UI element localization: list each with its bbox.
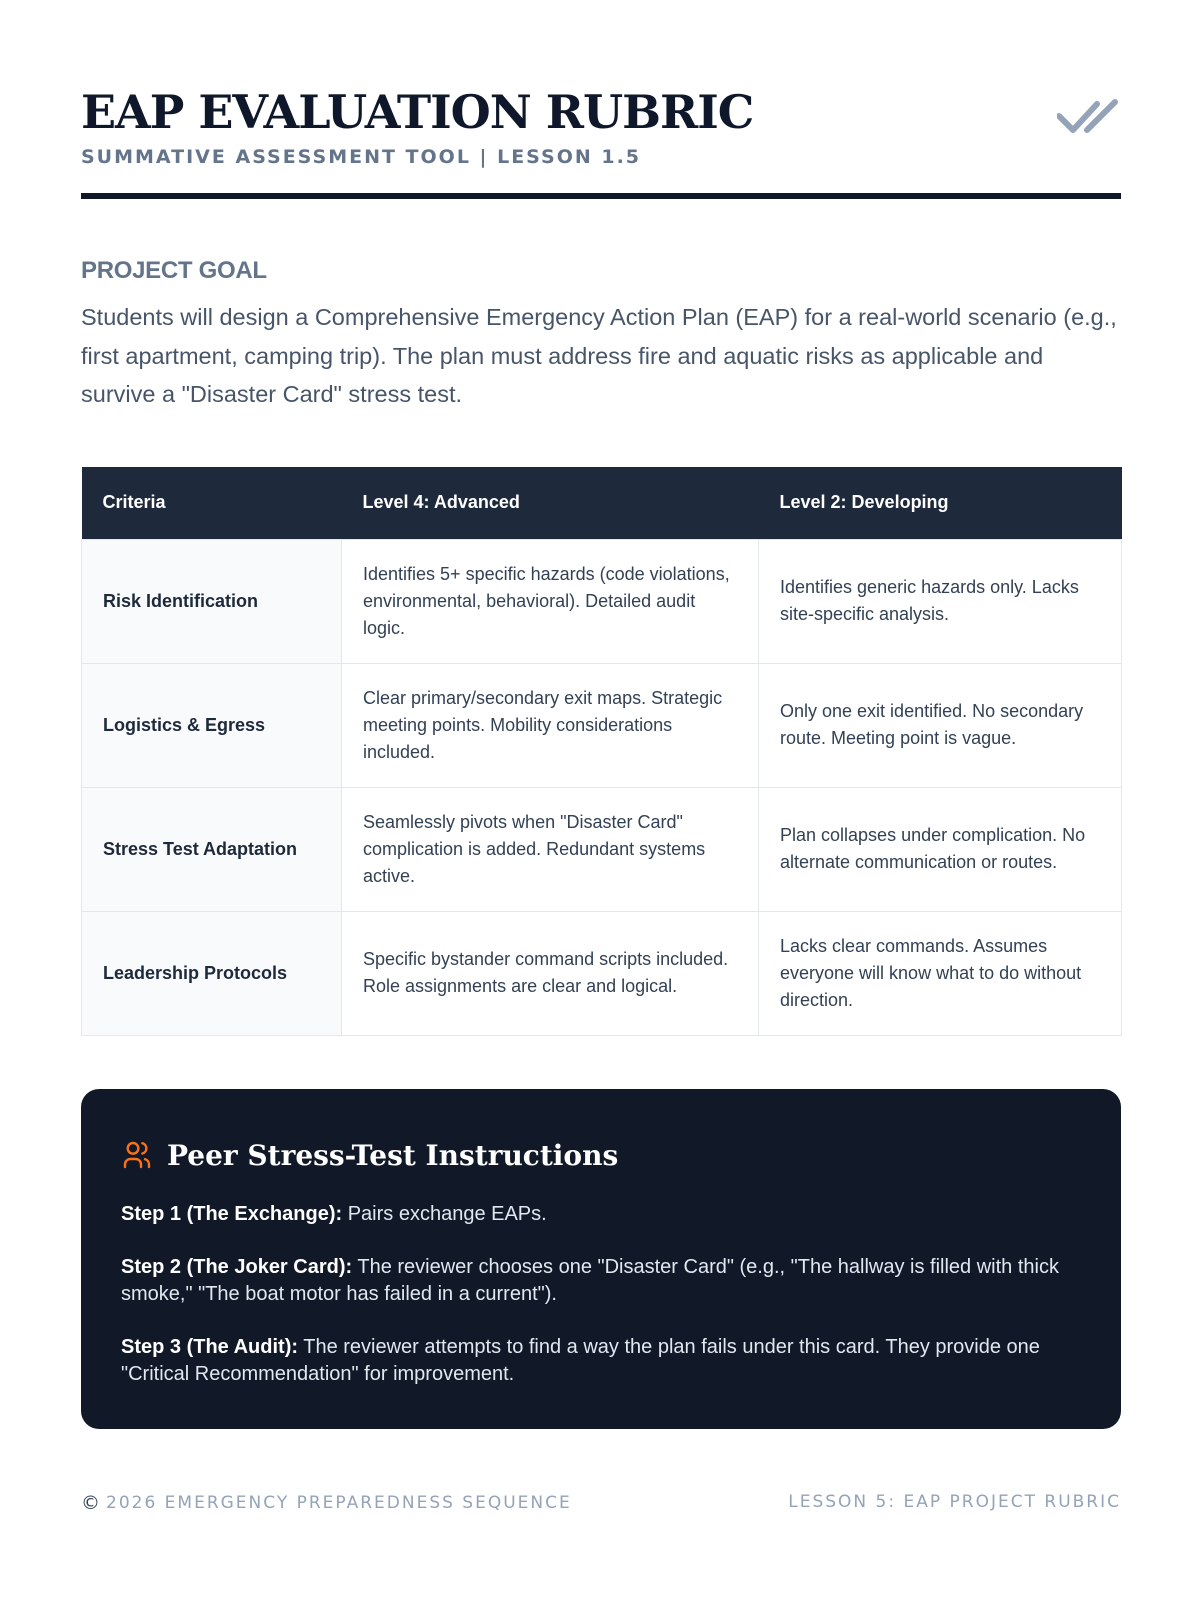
copyright-icon: © [81, 1492, 100, 1514]
table-row [82, 911, 1122, 1035]
step-label: Step 2 (The Joker Card): [121, 1256, 353, 1278]
steps-list [121, 1201, 1081, 1414]
column-header-developing: Level 2: Developing [759, 467, 1122, 539]
step-item [121, 1201, 1081, 1228]
peer-title-row [121, 1135, 618, 1175]
header [81, 82, 1121, 202]
step-label: Step 1 (The Exchange): [121, 1203, 343, 1225]
peer-instructions-panel [81, 1089, 1121, 1429]
table-row [82, 539, 1122, 663]
step-text: The reviewer attempts to find a way the plan fails under this card. They provide one "Critical Recommendation" for improvement. [121, 1336, 1040, 1385]
table-row [82, 663, 1122, 787]
goal-text: Students will design a Comprehensive Emergency Action Plan (EAP) for a real-world scenario (e.g., first apartment, camping trip). The plan must address fire and aquatic risks as applicable and survive a "Disaster Card" stress test. [81, 304, 1117, 407]
users-icon [121, 1139, 153, 1171]
goal-heading: PROJECT GOAL [81, 257, 267, 284]
step-text: Pairs exchange EAPs. [342, 1203, 547, 1225]
column-header-criteria: Criteria [82, 467, 342, 539]
criteria-cell: Leadership Protocols [82, 911, 342, 1035]
criteria-cell: Risk Identification [82, 539, 342, 663]
rubric-table [81, 467, 1122, 1036]
developing-cell: Only one exit identified. No secondary route. Meeting point is vague. [759, 663, 1122, 787]
footer-left [81, 1492, 572, 1514]
step-item [121, 1334, 1081, 1388]
step-text: The reviewer chooses one "Disaster Card" (e.g., "The hallway is filled with thick smoke," "The boat motor has failed in a current"). [121, 1256, 1059, 1305]
developing-cell: Lacks clear commands. Assumes everyone will know what to do without direction. [759, 911, 1122, 1035]
peer-title: Peer Stress-Test Instructions [167, 1138, 619, 1172]
table-row [82, 787, 1122, 911]
criteria-cell: Stress Test Adaptation [82, 787, 342, 911]
developing-cell: Plan collapses under complication. No alternate communication or routes. [759, 787, 1122, 911]
column-header-advanced: Level 4: Advanced [342, 467, 759, 539]
rubric-page [81, 0, 1121, 1600]
advanced-cell: Clear primary/secondary exit maps. Strategic meeting points. Mobility considerations included. [342, 663, 759, 787]
footer [81, 1492, 1121, 1518]
double-check-icon [1057, 90, 1121, 138]
advanced-cell: Specific bystander command scripts included. Role assignments are clear and logical. [342, 911, 759, 1035]
developing-cell: Identifies generic hazards only. Lacks site-specific analysis. [759, 539, 1122, 663]
criteria-cell: Logistics & Egress [82, 663, 342, 787]
advanced-cell: Seamlessly pivots when "Disaster Card" complication is added. Redundant systems active. [342, 787, 759, 911]
step-label: Step 3 (The Audit): [121, 1336, 299, 1358]
page-title: EAP EVALUATION RUBRIC [81, 85, 754, 139]
footer-left-text: 2026 EMERGENCY PREPAREDNESS SEQUENCE [106, 1493, 572, 1513]
header-divider [81, 193, 1121, 199]
advanced-cell: Identifies 5+ specific hazards (code violations, environmental, behavioral). Detailed audit logic. [342, 539, 759, 663]
table-header-row [82, 467, 1122, 539]
step-item [121, 1254, 1081, 1308]
page-subtitle: SUMMATIVE ASSESSMENT TOOL | LESSON 1.5 [81, 146, 642, 168]
footer-right-text: LESSON 5: EAP PROJECT RUBRIC [788, 1492, 1121, 1512]
